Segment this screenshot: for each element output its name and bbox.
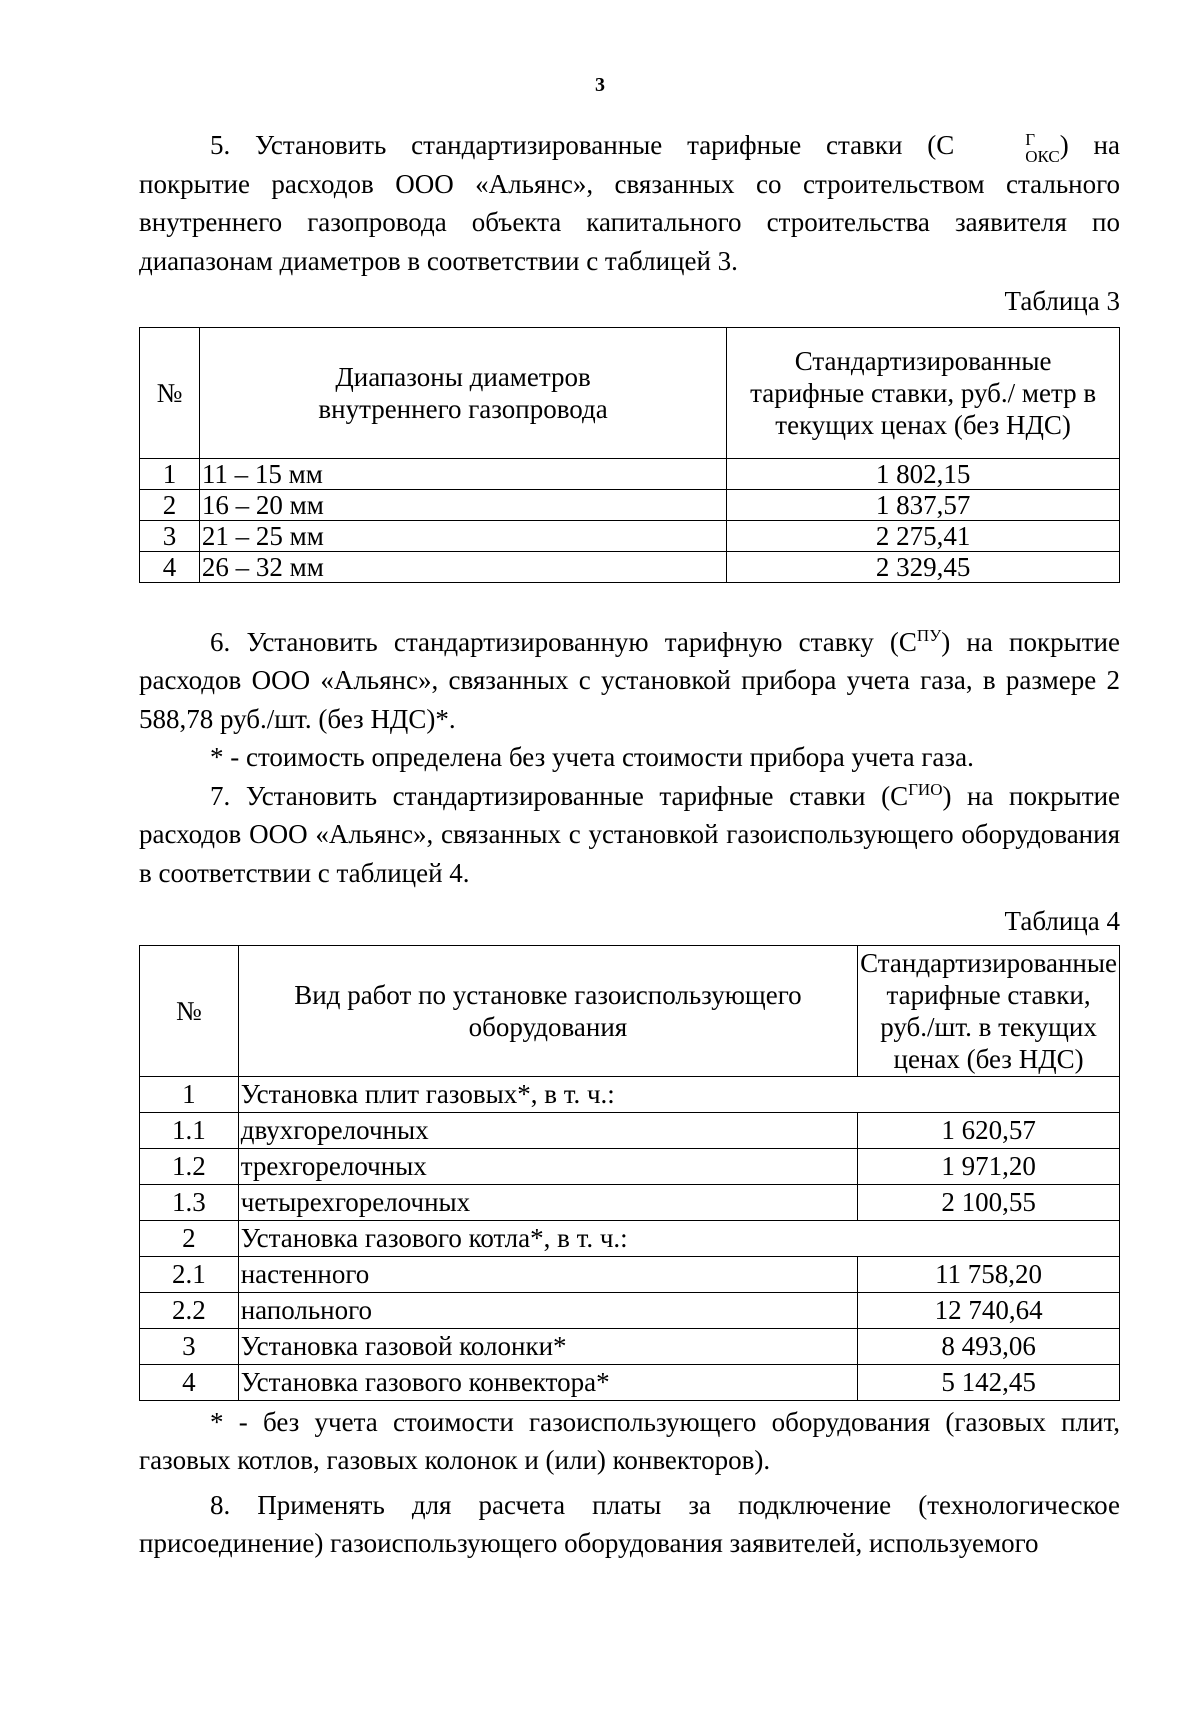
table-row: 1.3 четырехгорелочных 2 100,55 [140,1184,1120,1220]
tariff-symbol-pu: $С^{ПУ}$ [898,625,942,657]
table-row: 2.1 настенного 11 758,20 [140,1256,1120,1292]
table-row: 4 26 – 32 мм 2 329,45 [140,551,1120,582]
table-3-header-row [140,327,1120,458]
document-body [139,126,1120,1563]
table-4-header-row [140,945,1120,1076]
table-row: 2 16 – 20 мм 1 837,57 [140,489,1120,520]
paragraph-6: 6. Установить стандартизированную тарифную ставку $(С^{ПУ})$ на покрытие расходов ООО «Альянс», связанных с установкой прибора учета газа, в размере 2 588,78 руб./шт. (без НДС)*. [139,625,1120,734]
table-row: 2 Установка газового котла*, в т. ч.: [140,1220,1120,1256]
table-row: 4 Установка газового конвектора* 5 142,45 [140,1364,1120,1400]
tariff-symbol-oks: С Г ОКС [936,129,1060,166]
table-3-header-range: Диапазоны диаметров внутреннего газопровода [199,327,726,458]
footnote-7: * - без учета стоимости газоиспользующего оборудования (газовых плит, газовых котлов, газовых колонок и (или) конвекторов). [139,1406,1120,1476]
table-row: 3 21 – 25 мм 2 275,41 [140,520,1120,551]
table-row: 3 Установка газовой колонки* 8 493,06 [140,1328,1120,1364]
tariff-symbol-gio: $С^{ГИО}$ [890,779,943,811]
table-row: 1.1 двухгорелочных 1 620,57 [140,1112,1120,1148]
table-3-header-rate: Стандартизированные тарифные ставки, руб./ метр в текущих ценах (без НДС) [727,327,1120,458]
table-3-header-num: № [140,327,200,458]
paragraph-5: 5. Установить стандартизированные тарифные ставки (С Г ОКС ) на покрытие расходов ООО «Альянс», связанных со строительством стального внутреннего газопровода объекта капитального строительства заявителя по диапазонам диаметров в соответствии с таблицей 3. [139,129,1120,276]
table-row: 2.2 напольного 12 740,64 [140,1292,1120,1328]
table-row: 1 Установка плит газовых*, в т. ч.: [140,1076,1120,1112]
table-4 [139,945,1120,1401]
table-4-header-work: Вид работ по установке газоиспользующего оборудования [238,945,857,1076]
footnote-6: * - стоимость определена без учета стоимости прибора учета газа. [210,742,974,773]
table-4-header-rate: Стандартизированные тарифные ставки, руб./шт. в текущих ценах (без НДС) [858,945,1120,1076]
table-4-caption: Таблица 4 [1004,906,1120,937]
table-3-caption: Таблица 3 [1004,286,1120,317]
table-row: 1 11 – 15 мм 1 802,15 [140,458,1120,489]
page-number: 3 [595,74,605,96]
table-4-header-num: № [140,945,239,1076]
paragraph-7: 7. Установить стандартизированные тарифные ставки $(С^{ГИО})$ на покрытие расходов ООО «Альянс», связанных с установкой газоиспользующего оборудования в соответствии с таблицей 4. [139,779,1121,888]
table-3 [139,327,1120,583]
table-row: 1.2 трехгорелочных 1 971,20 [140,1148,1120,1184]
paragraph-8: 8. Применять для расчета платы за подключение (технологическое присоединение) газоиспользующего оборудования заявителей, используемого [139,1489,1120,1559]
